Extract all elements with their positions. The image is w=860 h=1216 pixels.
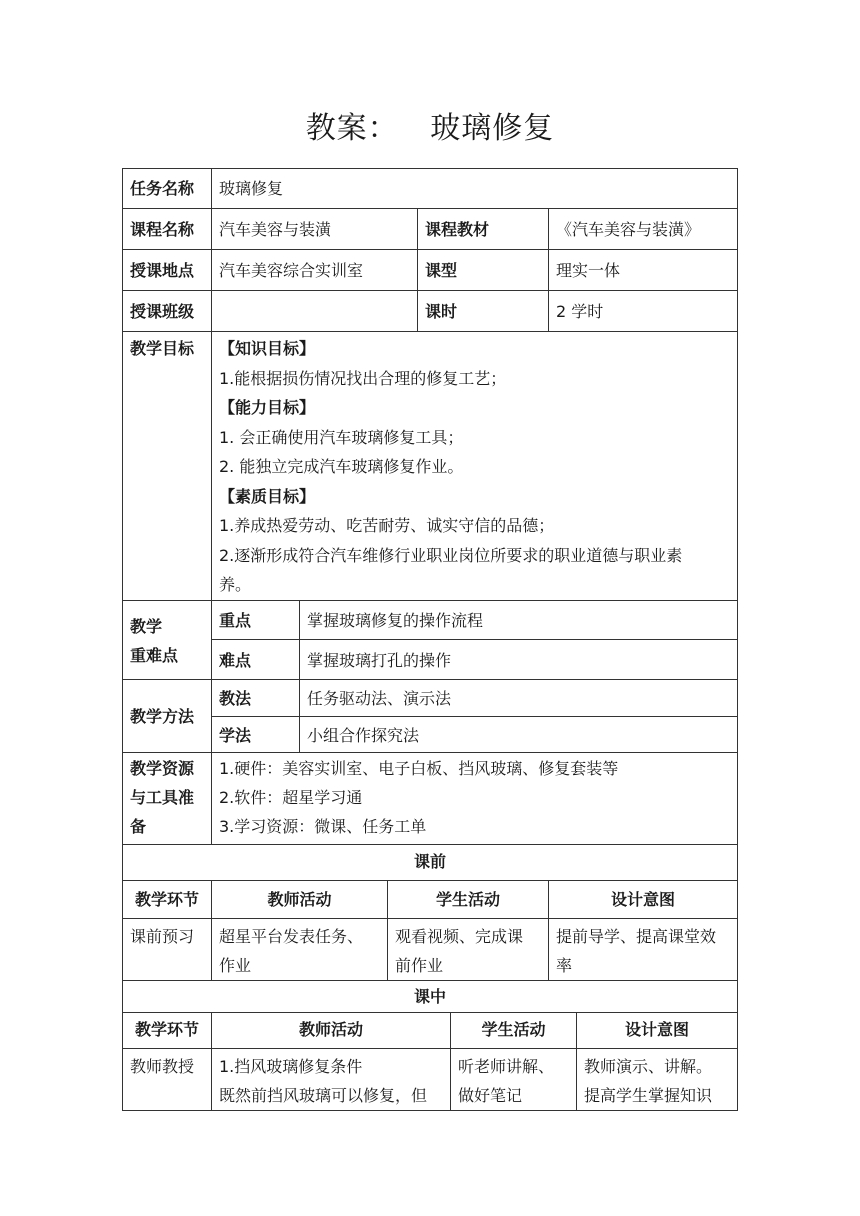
objective-line: 养。	[219, 575, 252, 594]
task-name-label: 任务名称	[130, 179, 195, 198]
lesson-type-label: 课型	[425, 261, 458, 280]
learning-method-value: 小组合作探究法	[307, 726, 420, 745]
focus-value: 掌握玻璃修复的操作流程	[307, 611, 484, 630]
difficulty-value: 掌握玻璃打孔的操作	[307, 651, 452, 670]
in-class-student-line: 听老师讲解、	[458, 1057, 555, 1076]
pre-class-student-line: 观看视频、完成课	[395, 927, 524, 946]
lesson-type-value: 理实一体	[556, 261, 621, 280]
objective-line: 1. 会正确使用汽车玻璃修复工具；	[219, 427, 464, 447]
pre-class-teacher-line: 作业	[219, 956, 252, 975]
location-value: 汽车美容综合实训室	[219, 261, 364, 280]
in-class-header-student: 学生活动	[481, 1020, 546, 1039]
methods-label: 教学方法	[130, 707, 195, 726]
in-class-teacher-line: 既然前挡风玻璃可以修复，但	[219, 1086, 428, 1105]
pre-class-header-teacher: 教师活动	[267, 890, 332, 909]
learning-method-label: 学法	[219, 726, 252, 745]
hours-value: 2 学时	[556, 302, 604, 321]
in-class-header-stage: 教学环节	[134, 1020, 199, 1039]
objective-line: 2.逐渐形成符合汽车维修行业职业岗位所要求的职业道德与职业素	[219, 545, 683, 565]
hours-label: 课时	[425, 302, 458, 321]
resource-line: 2.软件：超星学习通	[219, 788, 363, 807]
quality-objective-heading: 【素质目标】	[219, 486, 316, 506]
in-class-heading: 课中	[413, 987, 446, 1006]
course-name-value: 汽车美容与装潢	[219, 220, 332, 239]
in-class-student-line: 做好笔记	[458, 1086, 523, 1105]
location-label: 授课地点	[130, 261, 195, 280]
teaching-method-label: 教法	[219, 689, 252, 708]
key-points-label-line1: 教学	[130, 617, 163, 636]
pre-class-header-intent: 设计意图	[610, 890, 675, 909]
textbook-value: 《汽车美容与装潢》	[556, 220, 701, 239]
course-name-label: 课程名称	[130, 220, 195, 239]
knowledge-objective-heading: 【知识目标】	[219, 339, 316, 358]
resource-line: 3.学习资源：微课、任务工单	[219, 817, 427, 836]
objective-line: 2. 能独立完成汽车玻璃修复作业。	[219, 457, 464, 476]
pre-class-heading: 课前	[413, 852, 446, 871]
page-title: 教案： 玻璃修复	[305, 111, 555, 146]
ability-objective-heading: 【能力目标】	[219, 398, 316, 417]
difficulty-label: 难点	[219, 651, 252, 670]
in-class-intent-line: 提高学生掌握知识	[584, 1086, 713, 1105]
in-class-intent-line: 教师演示、讲解。	[584, 1057, 713, 1076]
objectives-label: 教学目标	[130, 339, 195, 358]
in-class-stage: 教师教授	[130, 1057, 195, 1076]
resource-line: 1.硬件：美容实训室、电子白板、挡风玻璃、修复套装等	[219, 759, 619, 778]
pre-class-header-student: 学生活动	[435, 890, 500, 909]
objective-line: 1.养成热爱劳动、吃苦耐劳、诚实守信的品德；	[219, 516, 555, 535]
key-points-label-line2: 重难点	[130, 646, 179, 665]
resources-label-line1: 教学资源	[130, 759, 195, 778]
focus-label: 重点	[219, 611, 252, 630]
pre-class-header-stage: 教学环节	[134, 890, 199, 909]
pre-class-intent-line: 率	[556, 956, 573, 975]
textbook-label: 课程教材	[425, 220, 490, 239]
class-label: 授课班级	[130, 302, 195, 321]
in-class-teacher-line: 1.挡风玻璃修复条件	[219, 1057, 363, 1076]
resources-label-line2: 与工具准	[130, 788, 195, 807]
in-class-header-intent: 设计意图	[624, 1020, 689, 1039]
pre-class-teacher-line: 超星平台发表任务、	[219, 927, 364, 946]
in-class-header-teacher: 教师活动	[298, 1020, 363, 1039]
task-name-value: 玻璃修复	[219, 179, 284, 198]
pre-class-stage: 课前预习	[130, 927, 195, 946]
pre-class-student-line: 前作业	[395, 956, 444, 975]
resources-label-line3: 备	[130, 817, 147, 836]
teaching-method-value: 任务驱动法、演示法	[307, 689, 452, 708]
pre-class-intent-line: 提前导学、提高课堂效	[556, 927, 717, 946]
objective-line: 1.能根据损伤情况找出合理的修复工艺；	[219, 368, 507, 388]
